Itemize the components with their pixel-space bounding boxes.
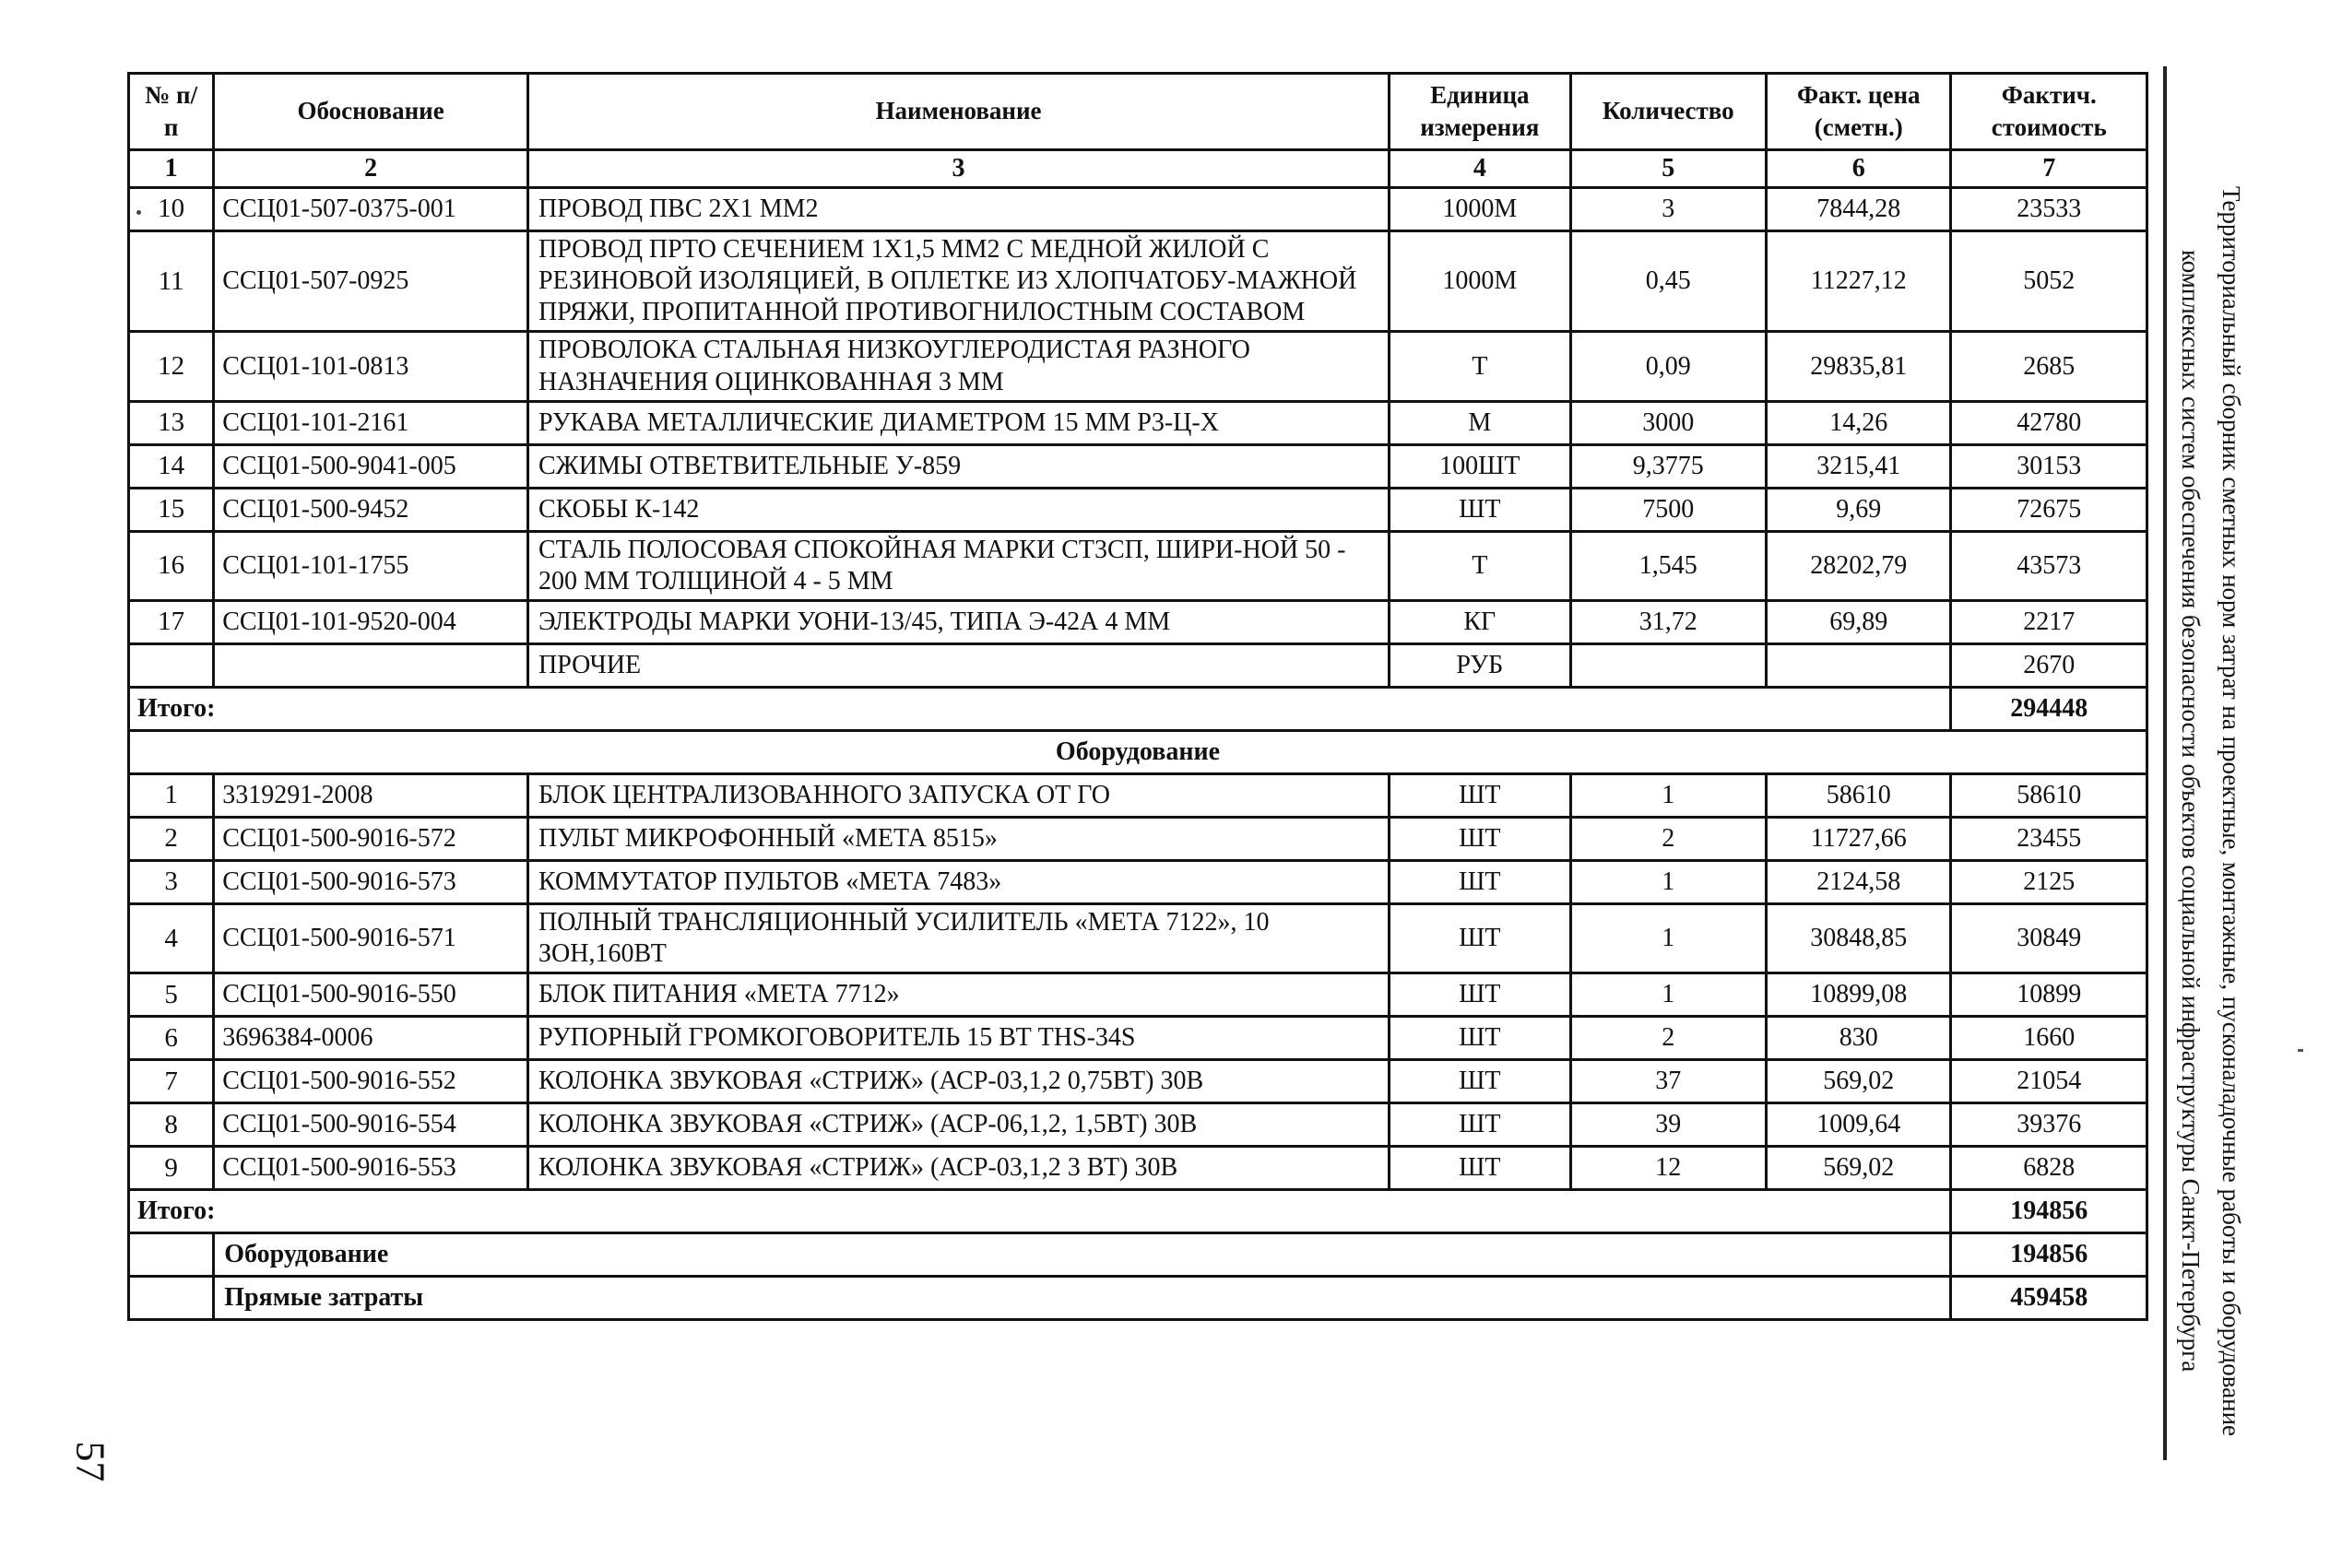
row-cost: 43573	[1951, 531, 2147, 600]
table-row	[129, 332, 2147, 401]
row-cost: 23455	[1951, 818, 2147, 861]
row-basis: ССЦ01-500-9016-552	[214, 1060, 528, 1103]
row-unit: 1000М	[1390, 231, 1570, 332]
total-value: 294448	[1951, 688, 2147, 731]
row-name: СЖИМЫ ОТВЕТВИТЕЛЬНЫЕ У-859	[527, 444, 1389, 488]
table-row	[129, 904, 2147, 973]
row-quantity: 2	[1570, 818, 1766, 861]
row-name: КОММУТАТОР ПУЛЬТОВ «МЕТА 7483»	[527, 861, 1389, 904]
row-number: 10	[129, 188, 214, 231]
row-quantity: 1	[1570, 774, 1766, 818]
row-number: 5	[129, 973, 214, 1017]
row-quantity: 2	[1570, 1017, 1766, 1060]
side-caption-text	[2170, 186, 2252, 1436]
header-basis: Обоснование	[214, 74, 528, 150]
row-price: 3215,41	[1767, 444, 1951, 488]
table-row	[129, 488, 2147, 531]
table-row	[129, 444, 2147, 488]
row-name: БЛОК ПИТАНИЯ «МЕТА 7712»	[527, 973, 1389, 1017]
row-basis: ССЦ01-500-9016-571	[214, 904, 528, 973]
row-cost: 6828	[1951, 1147, 2147, 1190]
summary-blank	[129, 1277, 214, 1320]
row-quantity: 1	[1570, 904, 1766, 973]
row-quantity: 1	[1570, 973, 1766, 1017]
side-caption	[2177, 157, 2245, 1466]
row-name: КОЛОНКА ЗВУКОВАЯ «СТРИЖ» (АСР-03,1,2 3 ВТ) 30В	[527, 1147, 1389, 1190]
header-cost: Фактич. стоимость	[1951, 74, 2147, 150]
summary-blank	[129, 1233, 214, 1277]
row-basis: ССЦ01-507-0375-001	[214, 188, 528, 231]
summary-label: Прямые затраты	[214, 1277, 1951, 1320]
row-unit: Т	[1390, 332, 1570, 401]
equipment-total-row	[129, 1190, 2147, 1233]
row-basis: ССЦ01-500-9016-550	[214, 973, 528, 1017]
header-unit: Единица измерения	[1390, 74, 1570, 150]
row-price: 10899,08	[1767, 973, 1951, 1017]
row-number: 13	[129, 401, 214, 444]
row-quantity: 0,09	[1570, 332, 1766, 401]
column-number: 7	[1951, 150, 2147, 188]
row-quantity: 12	[1570, 1147, 1766, 1190]
row-name: КОЛОНКА ЗВУКОВАЯ «СТРИЖ» (АСР-06,1,2, 1,5ВТ) 30В	[527, 1103, 1389, 1147]
row-price: 28202,79	[1767, 531, 1951, 600]
column-number: 5	[1570, 150, 1766, 188]
row-basis: 3319291-2008	[214, 774, 528, 818]
table-row	[129, 231, 2147, 332]
row-unit: ШТ	[1390, 1147, 1570, 1190]
column-number: 2	[214, 150, 528, 188]
row-price: 11727,66	[1767, 818, 1951, 861]
row-cost: 2685	[1951, 332, 2147, 401]
row-quantity: 37	[1570, 1060, 1766, 1103]
row-number: 1	[129, 774, 214, 818]
row-unit: КГ	[1390, 601, 1570, 644]
header-price: Факт. цена (сметн.)	[1767, 74, 1951, 150]
column-number: 6	[1767, 150, 1951, 188]
row-price: 2124,58	[1767, 861, 1951, 904]
row-basis: ССЦ01-101-1755	[214, 531, 528, 600]
row-cost: 39376	[1951, 1103, 2147, 1147]
row-number: 2	[129, 818, 214, 861]
row-basis: ССЦ01-500-9041-005	[214, 444, 528, 488]
row-cost: 42780	[1951, 401, 2147, 444]
materials-total-row	[129, 688, 2147, 731]
row-name: ЭЛЕКТРОДЫ МАРКИ УОНИ-13/45, ТИПА Э-42А 4 ММ	[527, 601, 1389, 644]
row-quantity: 31,72	[1570, 601, 1766, 644]
row-basis: ССЦ01-500-9016-553	[214, 1147, 528, 1190]
row-name: БЛОК ЦЕНТРАЛИЗОВАННОГО ЗАПУСКА ОТ ГО	[527, 774, 1389, 818]
table-row	[129, 973, 2147, 1017]
row-basis: ССЦ01-500-9016-573	[214, 861, 528, 904]
row-name: ПРОВОЛОКА СТАЛЬНАЯ НИЗКОУГЛЕРОДИСТАЯ РАЗНОГО НАЗНАЧЕНИЯ ОЦИНКОВАННАЯ 3 ММ	[527, 332, 1389, 401]
estimate-table	[127, 72, 2148, 1321]
row-cost: 2125	[1951, 861, 2147, 904]
row-quantity: 3000	[1570, 401, 1766, 444]
summary-row	[129, 1233, 2147, 1277]
table-row	[129, 601, 2147, 644]
table-row	[129, 188, 2147, 231]
table-row	[129, 818, 2147, 861]
section-row	[129, 731, 2147, 774]
total-label: Итого:	[129, 688, 1951, 731]
row-unit: ШТ	[1390, 861, 1570, 904]
row-quantity: 1	[1570, 861, 1766, 904]
row-number: 6	[129, 1017, 214, 1060]
table-row	[129, 644, 2147, 688]
row-price: 9,69	[1767, 488, 1951, 531]
row-basis: ССЦ01-500-9452	[214, 488, 528, 531]
row-unit: 1000М	[1390, 188, 1570, 231]
row-basis: ССЦ01-507-0925	[214, 231, 528, 332]
row-number: 8	[129, 1103, 214, 1147]
table-row	[129, 1103, 2147, 1147]
scan-speck	[136, 210, 141, 215]
row-cost: 2670	[1951, 644, 2147, 688]
row-cost: 30849	[1951, 904, 2147, 973]
row-name: ПРОВОД ПРТО СЕЧЕНИЕМ 1Х1,5 ММ2 С МЕДНОЙ ЖИЛОЙ С РЕЗИНОВОЙ ИЗОЛЯЦИЕЙ, В ОПЛЕТКЕ ИЗ ХЛОПЧАТОБУ-МАЖНОЙ ПРЯЖИ, ПРОПИТАННОЙ ПРОТИВОГНИЛОСТНЫМ СОСТАВОМ	[527, 231, 1389, 332]
row-basis: 3696384-0006	[214, 1017, 528, 1060]
table-row	[129, 1017, 2147, 1060]
row-number: 4	[129, 904, 214, 973]
row-number: 7	[129, 1060, 214, 1103]
row-price: 1009,64	[1767, 1103, 1951, 1147]
row-number: 17	[129, 601, 214, 644]
summary-value: 459458	[1951, 1277, 2147, 1320]
column-number: 4	[1390, 150, 1570, 188]
row-name: КОЛОНКА ЗВУКОВАЯ «СТРИЖ» (АСР-03,1,2 0,75ВТ) 30В	[527, 1060, 1389, 1103]
scan-speck	[2298, 1049, 2303, 1052]
row-price: 11227,12	[1767, 231, 1951, 332]
row-price: 830	[1767, 1017, 1951, 1060]
row-name: ПОЛНЫЙ ТРАНСЛЯЦИОННЫЙ УСИЛИТЕЛЬ «МЕТА 7122», 10 ЗОН,160ВТ	[527, 904, 1389, 973]
row-unit: ШТ	[1390, 904, 1570, 973]
row-quantity: 0,45	[1570, 231, 1766, 332]
row-cost: 23533	[1951, 188, 2147, 231]
row-price: 14,26	[1767, 401, 1951, 444]
row-name: РУПОРНЫЙ ГРОМКОГОВОРИТЕЛЬ 15 ВТ THS-34S	[527, 1017, 1389, 1060]
header-row	[129, 74, 2147, 150]
row-name: ПРОЧИЕ	[527, 644, 1389, 688]
row-basis	[214, 644, 528, 688]
row-cost: 58610	[1951, 774, 2147, 818]
summary-label: Оборудование	[214, 1233, 1951, 1277]
row-price: 7844,28	[1767, 188, 1951, 231]
row-basis: ССЦ01-101-2161	[214, 401, 528, 444]
row-name: СТАЛЬ ПОЛОСОВАЯ СПОКОЙНАЯ МАРКИ СТ3СП, ШИРИ-НОЙ 50 - 200 ММ ТОЛЩИНОЙ 4 - 5 ММ	[527, 531, 1389, 600]
column-number: 3	[527, 150, 1389, 188]
table-row	[129, 401, 2147, 444]
row-price: 58610	[1767, 774, 1951, 818]
summary-row	[129, 1277, 2147, 1320]
table-row	[129, 531, 2147, 600]
row-name: ПРОВОД ПВС 2Х1 ММ2	[527, 188, 1389, 231]
row-unit: ШТ	[1390, 774, 1570, 818]
table-body	[129, 150, 2147, 1320]
header-num: № п/п	[129, 74, 214, 150]
row-unit: 100ШТ	[1390, 444, 1570, 488]
row-unit: ШТ	[1390, 1103, 1570, 1147]
row-number: 11	[129, 231, 214, 332]
row-quantity: 7500	[1570, 488, 1766, 531]
row-basis: ССЦ01-500-9016-572	[214, 818, 528, 861]
row-price	[1767, 644, 1951, 688]
row-quantity	[1570, 644, 1766, 688]
row-unit: РУБ	[1390, 644, 1570, 688]
row-price: 29835,81	[1767, 332, 1951, 401]
row-cost: 2217	[1951, 601, 2147, 644]
row-number: 3	[129, 861, 214, 904]
row-basis: ССЦ01-101-0813	[214, 332, 528, 401]
row-quantity: 9,3775	[1570, 444, 1766, 488]
total-label: Итого:	[129, 1190, 1951, 1233]
row-price: 569,02	[1767, 1147, 1951, 1190]
table-row	[129, 1060, 2147, 1103]
row-cost: 10899	[1951, 973, 2147, 1017]
section-title: Оборудование	[129, 731, 2147, 774]
row-unit: ШТ	[1390, 1060, 1570, 1103]
header-name: Наименование	[527, 74, 1389, 150]
row-quantity: 39	[1570, 1103, 1766, 1147]
row-number: 12	[129, 332, 214, 401]
row-unit: ШТ	[1390, 973, 1570, 1017]
row-quantity: 3	[1570, 188, 1766, 231]
row-unit: М	[1390, 401, 1570, 444]
table-row	[129, 861, 2147, 904]
row-number: 14	[129, 444, 214, 488]
side-caption-line2: комплексных систем обеспечения безопасности объектов социальной инфраструктуры Санкт-Петербурга	[2177, 250, 2205, 1373]
row-number: 16	[129, 531, 214, 600]
row-name: РУКАВА МЕТАЛЛИЧЕСКИЕ ДИАМЕТРОМ 15 ММ Р3-Ц-Х	[527, 401, 1389, 444]
row-cost: 72675	[1951, 488, 2147, 531]
row-cost: 5052	[1951, 231, 2147, 332]
header-qty: Количество	[1570, 74, 1766, 150]
column-number: 1	[129, 150, 214, 188]
side-caption-line1: Территориальный сборник сметных норм затрат на проектные, монтажные, пусконаладочные работы и оборудование	[2218, 185, 2245, 1437]
row-quantity: 1,545	[1570, 531, 1766, 600]
row-number	[129, 644, 214, 688]
row-cost: 1660	[1951, 1017, 2147, 1060]
row-basis: ССЦ01-101-9520-004	[214, 601, 528, 644]
side-rule	[2163, 66, 2167, 1460]
row-cost: 21054	[1951, 1060, 2147, 1103]
column-numbers-row	[129, 150, 2147, 188]
row-price: 69,89	[1767, 601, 1951, 644]
row-unit: ШТ	[1390, 1017, 1570, 1060]
summary-value: 194856	[1951, 1233, 2147, 1277]
row-unit: Т	[1390, 531, 1570, 600]
row-cost: 30153	[1951, 444, 2147, 488]
row-number: 9	[129, 1147, 214, 1190]
total-value: 194856	[1951, 1190, 2147, 1233]
row-number: 15	[129, 488, 214, 531]
table-row	[129, 1147, 2147, 1190]
row-unit: ШТ	[1390, 818, 1570, 861]
row-price: 30848,85	[1767, 904, 1951, 973]
page-number: 57	[67, 1441, 113, 1482]
row-price: 569,02	[1767, 1060, 1951, 1103]
row-unit: ШТ	[1390, 488, 1570, 531]
row-name: ПУЛЬТ МИКРОФОННЫЙ «МЕТА 8515»	[527, 818, 1389, 861]
row-name: СКОБЫ К-142	[527, 488, 1389, 531]
table-row	[129, 774, 2147, 818]
row-basis: ССЦ01-500-9016-554	[214, 1103, 528, 1147]
